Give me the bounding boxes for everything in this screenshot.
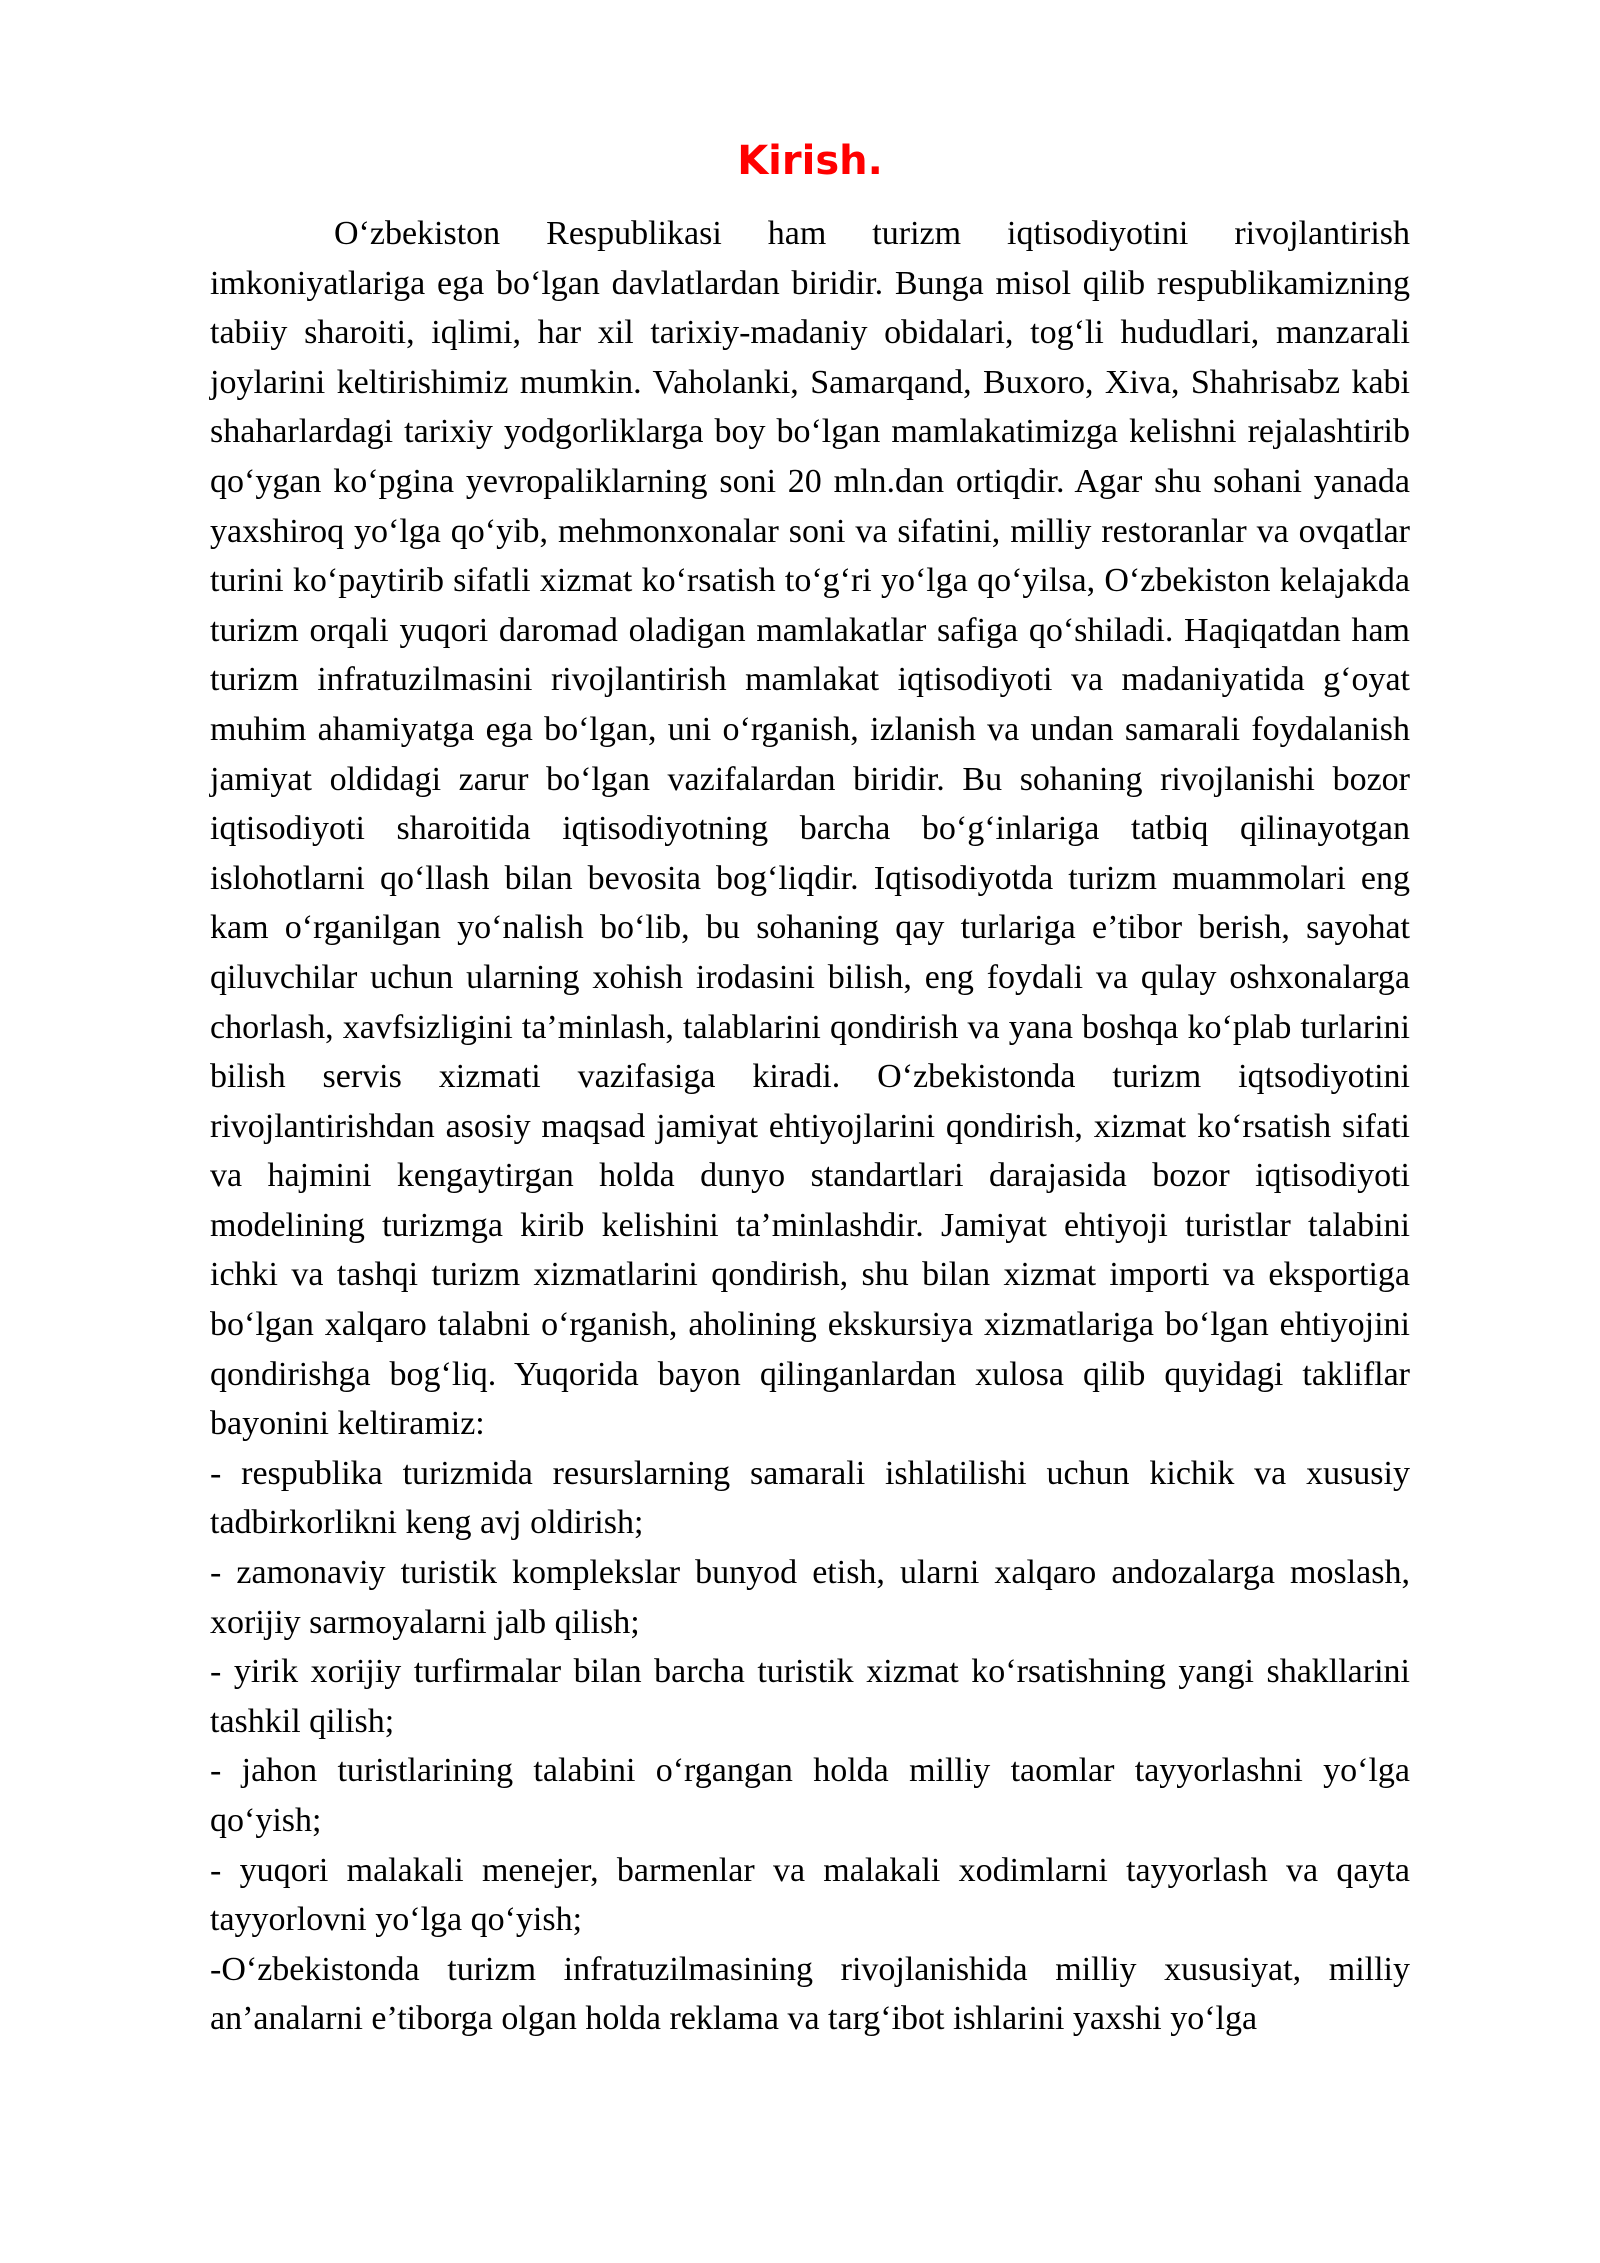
- proposal-item: -O‘zbekistonda turizm infratuzilmasining rivojlanishida milliy xususiyat, milliy an’analarni e’tiborga olgan holda reklama va targ‘ibot ishlarini yaxshi yo‘lga: [210, 1950, 1410, 2038]
- document-title: Kirish.: [737, 138, 883, 184]
- proposals-list: [210, 1449, 1410, 2044]
- proposal-item: - jahon turistlarining talabini o‘rgangan holda milliy taomlar tayyorlashni yo‘lga qo‘yish;: [210, 1752, 1410, 1839]
- document-page: [210, 135, 1410, 2044]
- intro-paragraph: O‘zbekiston Respublikasi ham turizm iqtisodiyotini rivojlantirish imkoniyatlariga ega bo‘lgan davlatlardan biridir. Bunga misol qilib respublikamizning tabiiy sharoiti, iqlimi, har xil tarixiy-madaniy obidalari, tog‘li hududlari, manzarali joylarini keltirishimiz mumkin. Vaholanki, Samarqand, Buxoro, Xiva, Shahrisabz kabi shaharlardagi tarixiy yodgorliklarga boy bo‘lgan mamlakatimizga kelishni rejalashtirib qo‘ygan ko‘pgina yevropaliklarning soni 20 mln.dan ortiqdir. Agar shu sohani yanada yaxshiroq yo‘lga qo‘yib, mehmonxonalar soni va sifatini, milliy restoranlar va ovqatlar turini ko‘paytirib sifatli xizmat ko‘rsatish to‘g‘ri yo‘lga qo‘yilsa, O‘zbekiston kelajakda turizm orqali yuqori daromad oladigan mamlakatlar safiga qo‘shiladi. Haqiqatdan ham turizm infratuzilmasini rivojlantirish mamlakat iqtisodiyoti va madaniyatida g‘oyat muhim ahamiyatga ega bo‘lgan, uni o‘rganish, izlanish va undan samarali foydalanish jamiyat oldidagi zarur bo‘lgan vazifalardan biridir. Bu sohaning rivojlanishi bozor iqtisodiyoti sharoitida iqtisodiyotning barcha bo‘g‘inlariga tatbiq qilinayotgan islohotlarni qo‘llash bilan bevosita bog‘liqdir. Iqtisodiyotda turizm muammolari eng kam o‘rganilgan yo‘nalish bo‘lib, bu sohaning qay turlariga e’tibor berish, sayohat qiluvchilar uchun ularning xohish irodasini bilish, eng foydali va qulay oshxonalarga chorlash, xavfsizligini ta’minlash, talablarini qondirish va yana boshqa ko‘plab turlarini bilish servis xizmati vazifasiga kiradi. O‘zbekistonda turizm iqtsodiyotini rivojlantirishdan asosiy maqsad jamiyat ehtiyojlarini qondirish, xizmat ko‘rsatish sifati va hajmini kengaytirgan holda dunyo standartlari darajasida bozor iqtisodiyoti modelining turizmga kirib kelishini ta’minlashdir. Jamiyat ehtiyoji turistlar talabini ichki va tashqi turizm xizmatlarini qondirish, shu bilan xizmat importi va eksportiga bo‘lgan xalqaro talabni o‘rganish, aholining ekskursiya xizmatlariga bo‘lgan ehtiyojini qondirishga bog‘liq. Yuqorida bayon qilinganlardan xulosa qilib quyidagi takliflar bayonini keltiramiz:: [210, 215, 1410, 1443]
- proposal-item: - yuqori malakali menejer, barmenlar va malakali xodimlarni tayyorlash va qayta tayyorlovni yo‘lga qo‘yish;: [210, 1851, 1410, 1939]
- proposal-item: - respublika turizmida resurslarning samarali ishlatilishi uchun kichik va xususiy tadbirkorlikni keng avj oldirish;: [210, 1454, 1410, 1542]
- proposal-item: - zamonaviy turistik komplekslar bunyod etish, ularni xalqaro andozalarga moslash, xorijiy sarmoyalarni jalb qilish;: [210, 1554, 1410, 1641]
- proposal-item: - yirik xorijiy turfirmalar bilan barcha turistik xizmat ko‘rsatishning yangi shakllarini tashkil qilish;: [210, 1653, 1410, 1740]
